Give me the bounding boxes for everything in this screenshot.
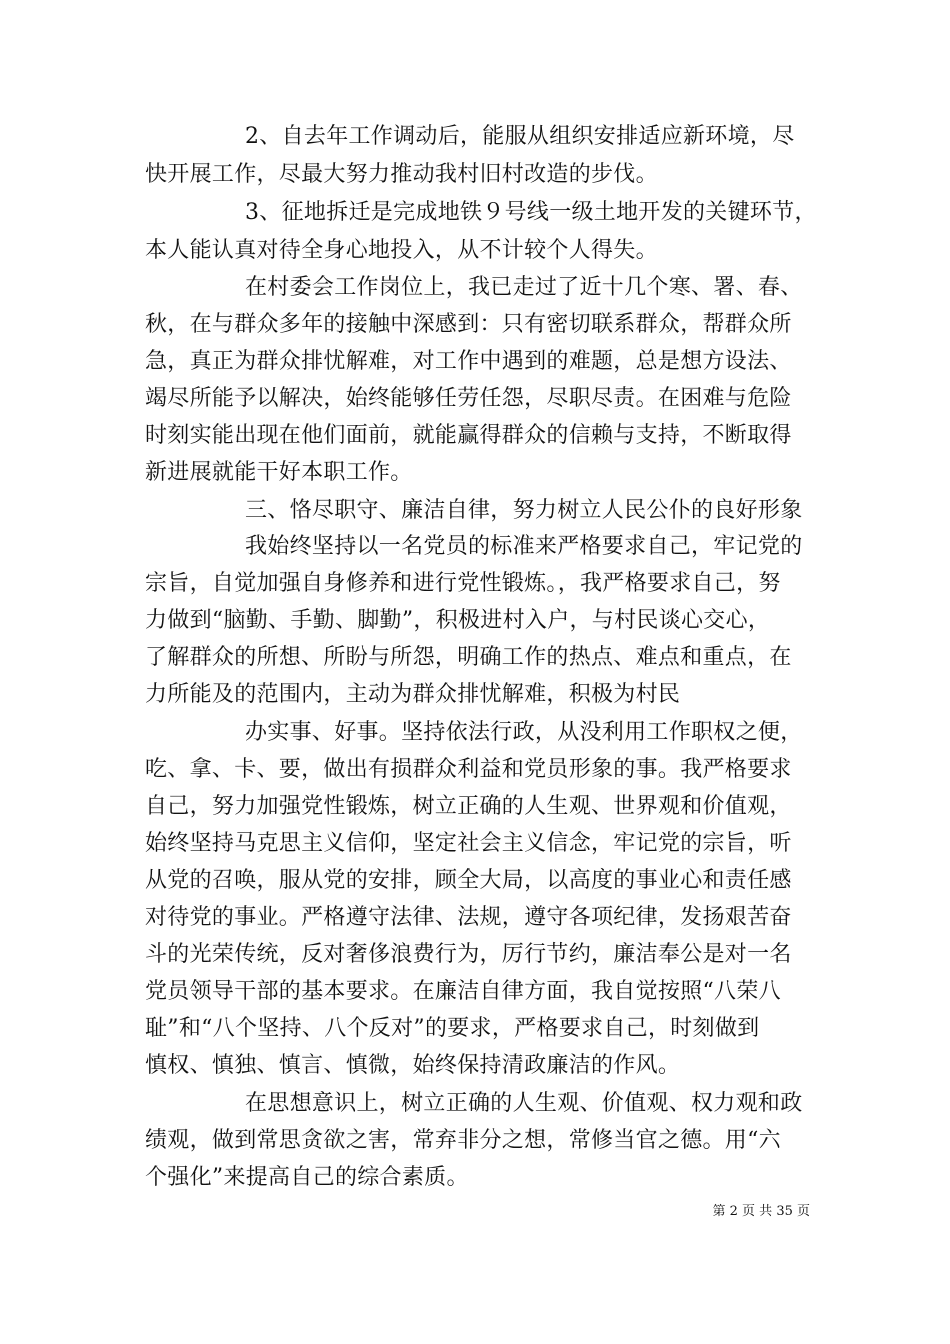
text-line: 个强化”来提高自己的综合素质。 xyxy=(145,1165,469,1190)
text-line: 秋，在与群众多年的接触中深感到：只有密切联系群众，帮群众所 xyxy=(145,312,792,337)
text-line: 本人能认真对待全身心地投入，从不计较个人得失。 xyxy=(145,238,658,263)
text-line: 我始终坚持以一名党员的标准来严格要求自己，牢记党的 xyxy=(245,534,803,559)
section-heading: 三、恪尽职守、廉洁自律，努力树立人民公仆的良好形象 xyxy=(245,498,803,523)
text-line: 力做到“脑勤、手勤、脚勤”，积极进村入户，与村民谈心交心， xyxy=(145,608,771,633)
text-line: 绩观，做到常思贪欲之害，常弃非分之想，常修当官之德。用“六 xyxy=(145,1128,781,1153)
text-line: 在思想意识上，树立正确的人生观、价值观、权力观和政 xyxy=(245,1091,803,1116)
text-line: 急，真正为群众排忧解难，对工作中遇到的难题，总是想方设法、 xyxy=(145,349,792,374)
text-line: 耻”和“八个坚持、八个反对”的要求，严格要求自己，时刻做到 xyxy=(145,1016,760,1041)
text-line: 力所能及的范围内，主动为群众排忧解难，积极为村民 xyxy=(145,682,681,707)
text-line: 3、征地拆迁是完成地铁９号线一级土地开发的关键环节， xyxy=(245,200,817,225)
text-line: 在村委会工作岗位上，我已走过了近十几个寒、署、春、 xyxy=(245,275,803,300)
text-line: 党员领导干部的基本要求。在廉洁自律方面，我自觉按照“八荣八 xyxy=(145,979,781,1004)
text-line: 竭尽所能予以解决，始终能够任劳任怨，尽职尽责。在困难与危险 xyxy=(145,386,792,411)
text-line: 自己，努力加强党性锻炼，树立正确的人生观、世界观和价值观， xyxy=(145,794,792,819)
text-line: 时刻实能出现在他们面前，就能赢得群众的信赖与支持，不断取得 xyxy=(145,423,792,448)
text-line: 对待党的事业。严格遵守法律、法规，遵守各项纪律，发扬艰苦奋 xyxy=(145,905,792,930)
text-line: 新进展就能干好本职工作。 xyxy=(145,460,413,485)
text-line: 慎权、慎独、慎言、慎微，始终保持清政廉洁的作风。 xyxy=(145,1053,681,1078)
text-line: 办实事、好事。坚持依法行政，从没利用工作职权之便， xyxy=(245,720,803,745)
text-line: 了解群众的所想、所盼与所怨，明确工作的热点、难点和重点，在 xyxy=(145,645,792,670)
text-line: 2、自去年工作调动后，能服从组织安排适应新环境，尽 xyxy=(245,124,795,149)
text-line: 从党的召唤，服从党的安排，顾全大局，以高度的事业心和责任感 xyxy=(145,868,792,893)
page-number: 第 2 页 共 35 页 xyxy=(712,1204,810,1219)
text-line: 宗旨，自觉加强自身修养和进行党性锻炼。，我严格要求自己，努 xyxy=(145,571,781,596)
text-line: 始终坚持马克思主义信仰，坚定社会主义信念，牢记党的宗旨，听 xyxy=(145,831,792,856)
text-line: 快开展工作，尽最大努力推动我村旧村改造的步伐。 xyxy=(145,162,658,187)
text-line: 斗的光荣传统，反对奢侈浪费行为，厉行节约，廉洁奉公是对一名 xyxy=(145,942,792,967)
text-line: 吃、拿、卡、要，做出有损群众利益和党员形象的事。我严格要求 xyxy=(145,757,792,782)
